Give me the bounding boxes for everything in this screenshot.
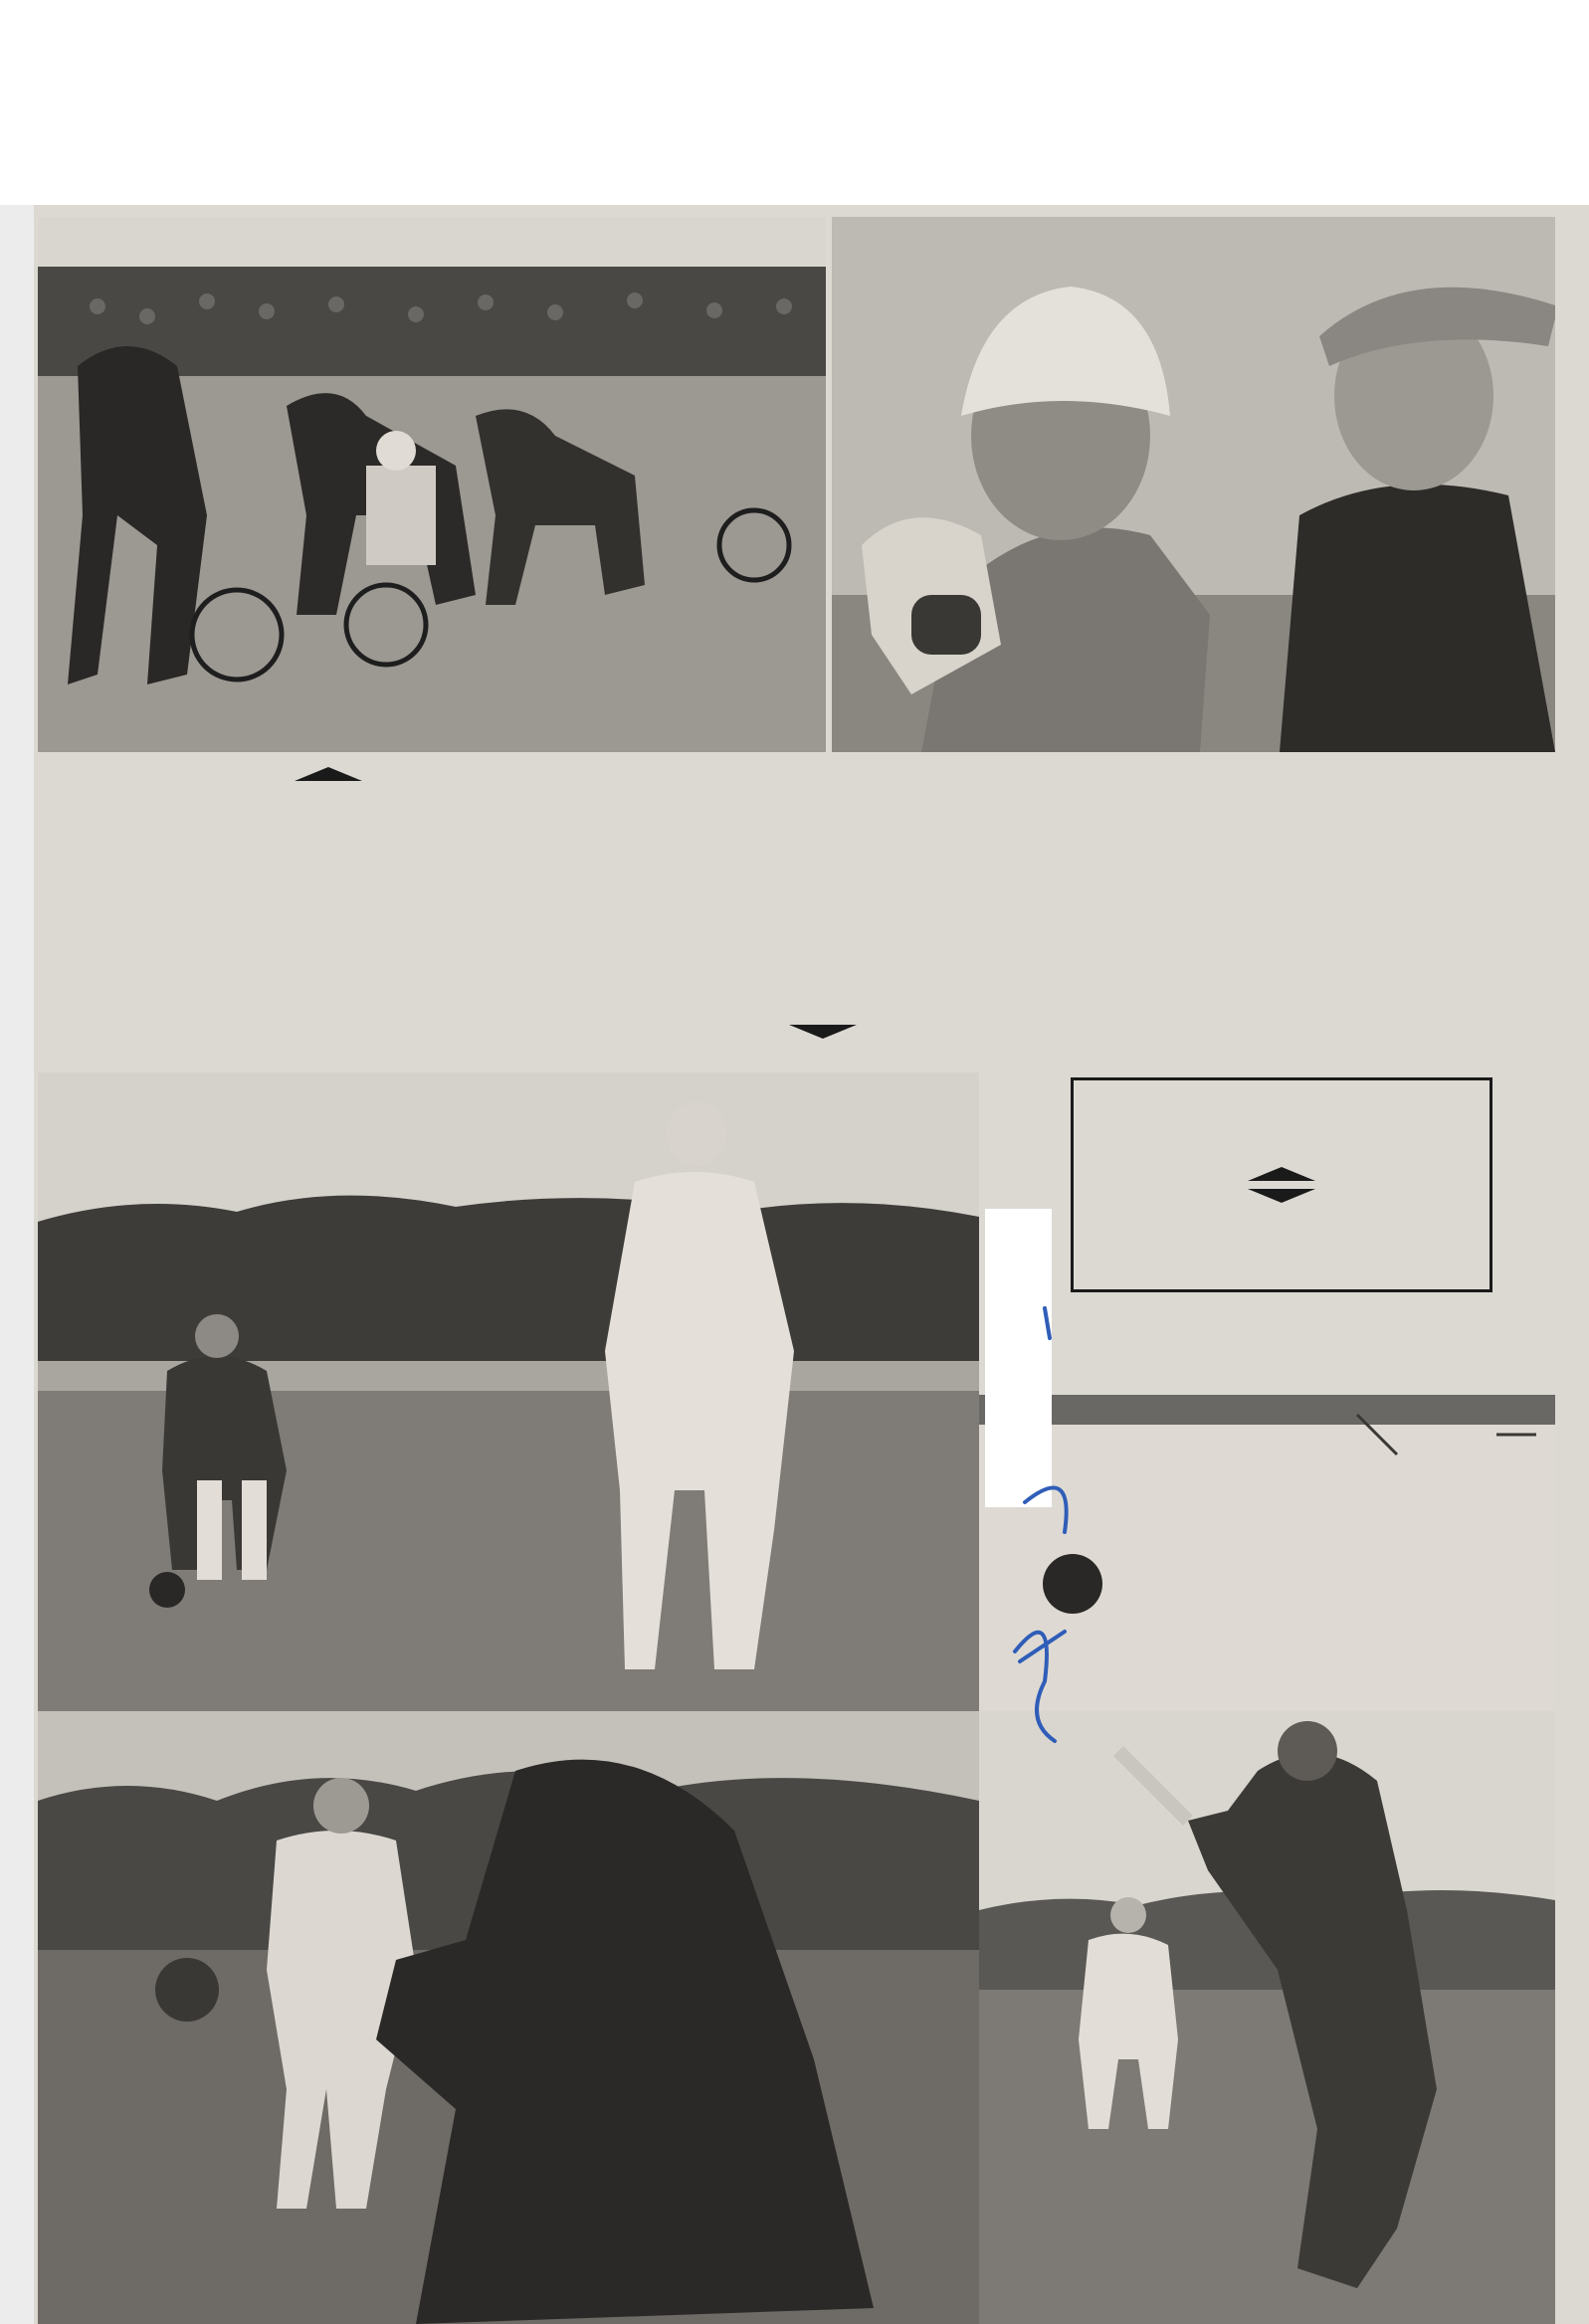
handwritten-signature [995, 1303, 1094, 1781]
photographer-shot-photo [38, 1711, 979, 2324]
section-title-box [1071, 1077, 1492, 1292]
harness-race-photo [38, 217, 826, 752]
page-edge [0, 205, 34, 2324]
winner-with-flowers-photo [832, 217, 1555, 752]
caption-arrow-up [295, 767, 362, 781]
goalkeeper-dive-photo [979, 1711, 1555, 2324]
football-kick-photo [38, 1072, 979, 1711]
title-arrow-down [1248, 1189, 1315, 1203]
caption-arrow-down [789, 1025, 857, 1039]
title-arrow-up [1248, 1167, 1315, 1181]
